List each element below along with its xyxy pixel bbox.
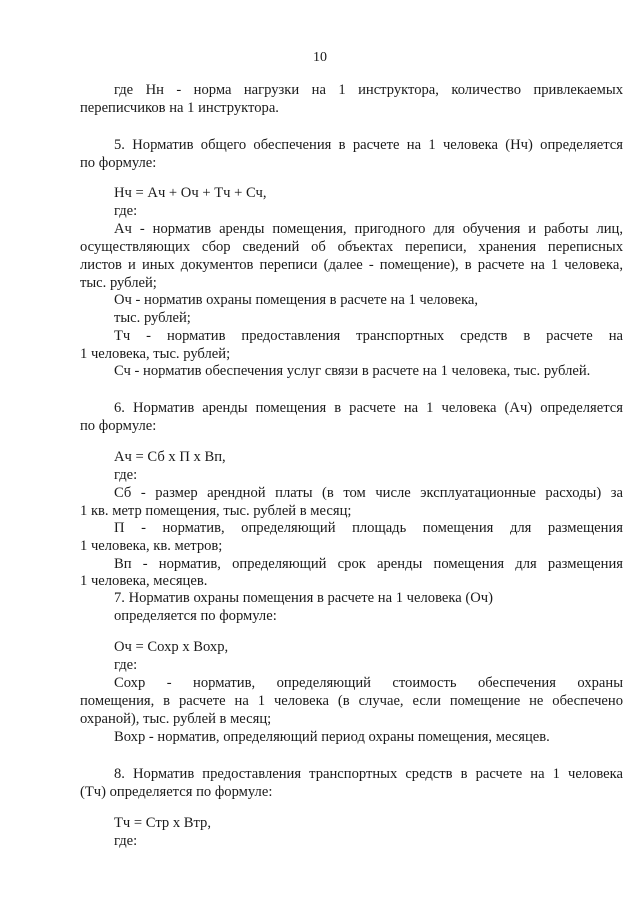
- text-line: тыс. рублей;: [114, 310, 191, 326]
- text-line: 5. Норматив общего обеспечения в расчете на 1 человека (Нч) определяется: [114, 137, 623, 153]
- text-line: тыс. рублей;: [80, 275, 157, 291]
- text-line: где:: [114, 833, 138, 849]
- text-line: 1 кв. метр помещения, тыс. рублей в месяц;: [80, 503, 352, 519]
- text-line: 1 человека, тыс. рублей;: [80, 346, 231, 362]
- text-line: Тч - норматив предоставления транспортных средств в расчете на: [114, 328, 623, 344]
- text-line: 8. Норматив предоставления транспортных средств в расчете на 1 человека: [114, 766, 623, 782]
- page-number: 10: [313, 50, 327, 65]
- text-line: где:: [114, 203, 138, 219]
- text-line: Сб - размер арендной платы (в том числе эксплуатационные расходы) за: [114, 485, 623, 501]
- text-line: Нч = Ач + Оч + Тч + Сч,: [114, 185, 267, 201]
- text-line: где:: [114, 467, 138, 483]
- text-line: 1 человека, месяцев.: [80, 573, 208, 589]
- text-line: Оч = Сохр х Вохр,: [114, 639, 229, 655]
- text-line: (Тч) определяется по формуле:: [80, 784, 273, 800]
- text-line: помещения, в расчете на 1 человека (в случае, если помещение не обеспечено: [80, 693, 623, 709]
- text-line: где:: [114, 657, 138, 673]
- text-line: по формуле:: [80, 155, 157, 171]
- text-line: Ач - норматив аренды помещения, пригодного для обучения и работы лиц,: [114, 221, 623, 237]
- text-line: Ач = Сб х П х Вп,: [114, 449, 226, 465]
- text-line: 1 человека, кв. метров;: [80, 538, 223, 554]
- text-line: Сохр - норматив, определяющий стоимость обеспечения охраны: [114, 675, 623, 691]
- text-line: осуществляющих сбор сведений об объектах переписи, хранения переписных: [80, 239, 623, 255]
- text-line: Вп - норматив, определяющий срок аренды помещения для размещения: [114, 556, 623, 572]
- text-line: листов и иных документов переписи (далее - помещение), в расчете на 1 человека,: [80, 257, 623, 273]
- text-line: охраной), тыс. рублей в месяц;: [80, 711, 272, 727]
- text-line: где Нн - норма нагрузки на 1 инструктора, количество привлекаемых: [114, 82, 623, 98]
- text-line: Оч - норматив охраны помещения в расчете на 1 человека,: [114, 292, 479, 308]
- text-line: Тч = Стр х Втр,: [114, 815, 212, 831]
- text-line: переписчиков на 1 инструктора.: [80, 100, 279, 116]
- text-line: по формуле:: [80, 418, 157, 434]
- text-line: Сч - норматив обеспечения услуг связи в расчете на 1 человека, тыс. рублей.: [114, 363, 591, 379]
- text-line: Вохр - норматив, определяющий период охраны помещения, месяцев.: [114, 729, 550, 745]
- text-line: П - норматив, определяющий площадь помещения для размещения: [114, 520, 623, 536]
- text-line: 7. Норматив охраны помещения в расчете на 1 человека (Оч): [114, 590, 493, 606]
- text-line: определяется по формуле:: [114, 608, 277, 624]
- text-line: 6. Норматив аренды помещения в расчете на 1 человека (Ач) определяется: [114, 400, 623, 416]
